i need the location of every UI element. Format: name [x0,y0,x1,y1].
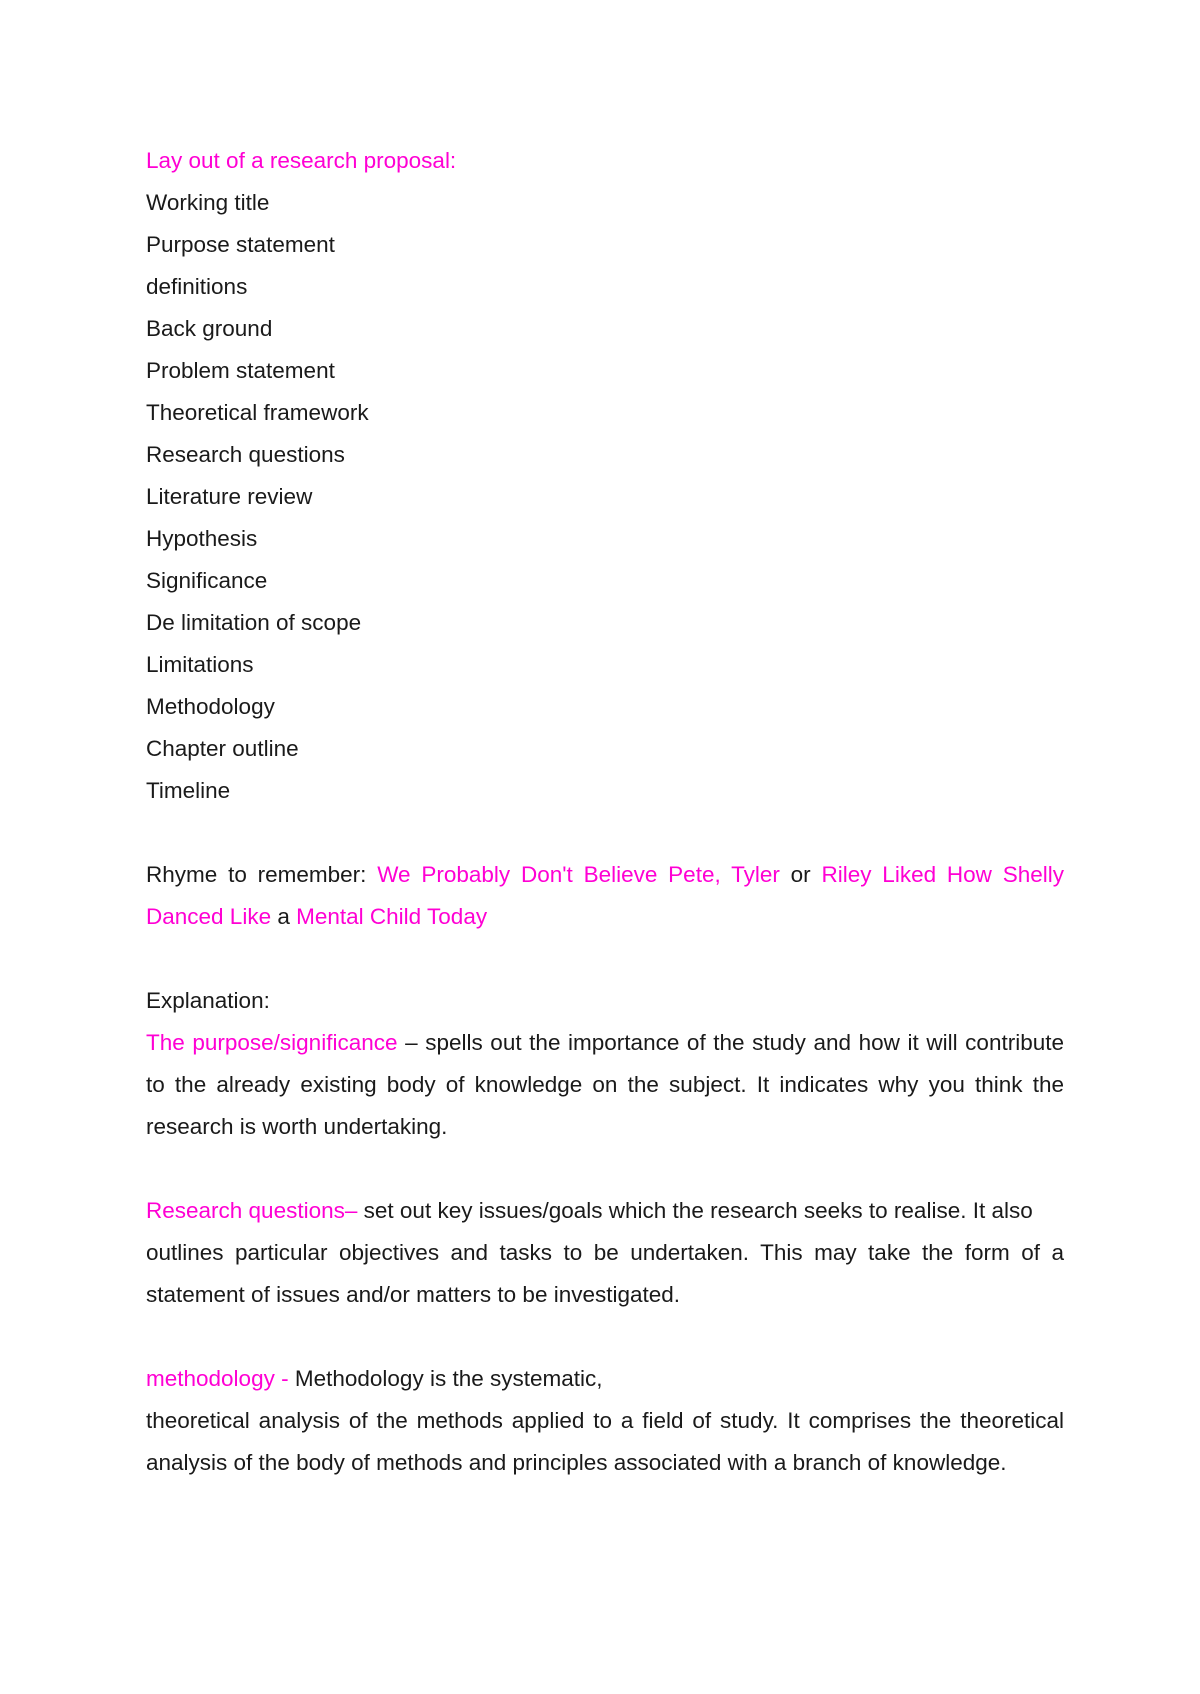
purpose-paragraph [146,1022,1064,1148]
outline-item: definitions [146,274,248,299]
rhyme-a: a [277,904,290,929]
outline-item: Problem statement [146,358,335,383]
outline-item: Timeline [146,778,231,803]
spacer [146,1316,1064,1358]
outline-item: Working title [146,190,270,215]
rhyme-part-2: Riley Liked How Shelly Danced Like [146,862,1064,929]
spacer [146,812,1064,854]
outline-item: Literature review [146,484,313,509]
rhyme-label: Rhyme to remember: [146,862,367,887]
rhyme-part-1: We Probably Don't Believe Pete, Tyler [377,862,780,887]
outline-item: Hypothesis [146,526,258,551]
rhyme-paragraph [146,854,1064,938]
outline-item: Methodology [146,694,275,719]
explanation-label: Explanation: [146,988,270,1013]
methodology-term: methodology - [146,1366,289,1391]
outline-item: Theoretical framework [146,400,369,425]
outline-item: Limitations [146,652,254,677]
proposal-heading: Lay out of a research proposal: [146,148,457,173]
spacer [146,938,1064,980]
methodology-continuation: theoretical analysis of the methods applied to a field of study. It comprises the theoretical analysis of the body of methods and principles associated with a branch of knowledge. [146,1408,1064,1475]
outline-item: De limitation of scope [146,610,362,635]
document-page [146,140,1064,1484]
outline-item: Significance [146,568,268,593]
research-questions-paragraph [146,1190,1064,1232]
outline-item: Research questions [146,442,345,467]
rhyme-or: or [790,862,811,887]
methodology-text: Methodology is the systematic, [294,1366,603,1391]
outline-list [146,182,1064,812]
purpose-text: – spells out the importance of the study and how it will contribute to the already existing body of knowledge on the subject. It indicates why you think the research is worth undertaking. [146,1030,1064,1139]
methodology-paragraph [146,1358,1064,1400]
rhyme-part-3: Mental Child Today [296,904,488,929]
spacer [146,1148,1064,1190]
outline-item: Purpose statement [146,232,335,257]
research-questions-term: Research questions– [146,1198,358,1223]
outline-item: Chapter outline [146,736,299,761]
purpose-term: The purpose/significance [146,1030,398,1055]
research-questions-continuation: outlines particular objectives and tasks to be undertaken. This may take the form of a statement of issues and/or matters to be investigated. [146,1240,1064,1307]
research-questions-text: set out key issues/goals which the research seeks to realise. It also [363,1198,1033,1223]
outline-item: Back ground [146,316,273,341]
